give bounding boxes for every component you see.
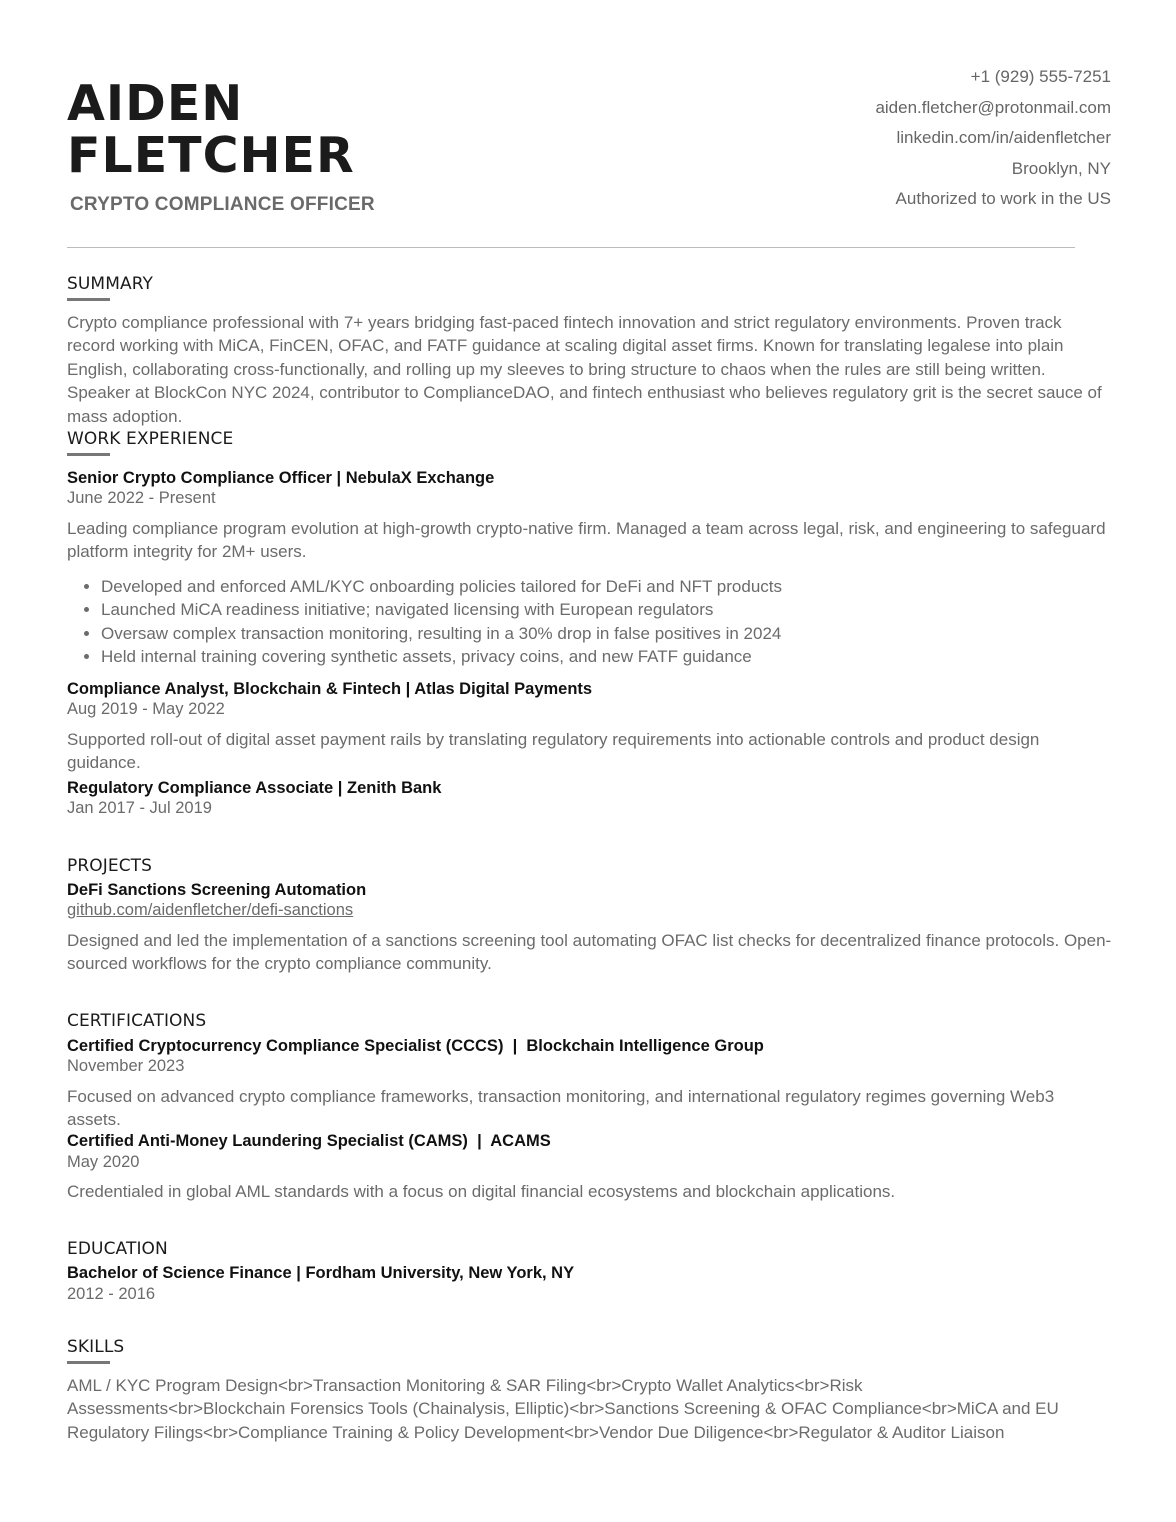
project-link[interactable]: github.com/aidenfletcher/defi-sanctions (67, 901, 354, 919)
summary-heading: SUMMARY (67, 274, 154, 294)
contact-work-authorization: Authorized to work in the US (895, 189, 1111, 208)
summary-heading-underline (67, 298, 110, 301)
job-role: Senior Crypto Compliance Officer | NebulaX Exchange (67, 469, 495, 487)
certification-date: May 2020 (67, 1153, 140, 1171)
education-degree: Bachelor of Science Finance | Fordham University, New York, NY (67, 1264, 575, 1282)
certification-description: Credentialed in global AML standards with a focus on digital financial ecosystems and blockchain applications. (67, 1182, 896, 1201)
contact-location: Brooklyn, NY (1011, 158, 1111, 178)
certification-description: Focused on advanced crypto compliance frameworks, transaction monitoring, and international regulatory regimes governing Web3 assets. (67, 1087, 1055, 1130)
contact-info (875, 66, 1111, 219)
projects-heading: PROJECTS (67, 856, 153, 876)
job-description: Supported roll-out of digital asset payment rails by translating regulatory requirements into actionable controls and product design guidance. (67, 730, 1040, 773)
experience-heading-underline (67, 453, 110, 456)
list-item: • Launched MiCA readiness initiative; navigated licensing with European regulators (101, 598, 782, 621)
list-item: • Held internal training covering synthetic assets, privacy coins, and new FATF guidance (101, 645, 782, 668)
resume-header (67, 66, 1111, 226)
last-name: FLETCHER (67, 127, 355, 184)
job-dates: Aug 2019 - May 2022 (67, 700, 225, 718)
skills-heading: SKILLS (67, 1337, 125, 1357)
certifications-heading: CERTIFICATIONS (67, 1011, 207, 1031)
skills-text: AML / KYC Program Design<br>Transaction Monitoring & SAR Filing<br>Crypto Wallet Analytics<br>Risk Assessments<br>Blockchain Forensics Tools (Chainalysis, Elliptic)<br>Sanctions Screening & OFAC Compliance<br>MiCA and EU Regulatory Filings<br>Compliance Training & Policy Development<br>Vendor Due Diligence<br>Regulator & Auditor Liaison (67, 1376, 1059, 1442)
job-dates: Jan 2017 - Jul 2019 (67, 799, 212, 817)
project-description: Designed and led the implementation of a sanctions screening tool automating OFAC list checks for decentralized finance protocols. Open-sourced workflows for the crypto compliance community. (67, 931, 1112, 974)
contact-linkedin: linkedin.com/in/aidenfletcher (896, 128, 1111, 147)
experience-heading: WORK EXPERIENCE (67, 429, 234, 449)
certification-title: Certified Anti-Money Laundering Specialist (CAMS) | ACAMS (67, 1132, 551, 1150)
skills-heading-underline (67, 1361, 110, 1364)
list-item: • Developed and enforced AML/KYC onboarding policies tailored for DeFi and NFT products (101, 575, 782, 598)
job-dates: June 2022 - Present (67, 489, 216, 507)
project-title: DeFi Sanctions Screening Automation (67, 881, 367, 899)
summary-text: Crypto compliance professional with 7+ years bridging fast-paced fintech innovation and strict regulatory environments. Proven track record working with MiCA, FinCEN, OFAC, and FATF guidance at scaling digital asset firms. Known for translating legalese into plain English, collaborating cross-functionally, and rolling up my sleeves to bring structure to chaos when the rules are still being written. Speaker at BlockCon NYC 2024, contributor to ComplianceDAO, and fintech enthusiast who believes regulatory grit is the secret sauce of mass adoption. (67, 313, 1102, 426)
job-description: Leading compliance program evolution at high-growth crypto-native firm. Managed a team across legal, risk, and engineering to safeguard platform integrity for 2M+ users. (67, 519, 1106, 562)
header-divider (67, 247, 1075, 248)
first-name: AIDEN (67, 75, 244, 132)
certification-date: November 2023 (67, 1057, 185, 1075)
contact-email: aiden.fletcher@protonmail.com (875, 97, 1111, 117)
list-item: • Oversaw complex transaction monitoring, resulting in a 30% drop in false positives in 2024 (101, 622, 782, 645)
job-title: CRYPTO COMPLIANCE OFFICER (70, 194, 375, 215)
job-role: Regulatory Compliance Associate | Zenith Bank (67, 779, 442, 797)
candidate-name (67, 75, 355, 184)
contact-phone: +1 (929) 555-7251 (970, 67, 1111, 86)
job-role: Compliance Analyst, Blockchain & Fintech | Atlas Digital Payments (67, 680, 593, 698)
education-years: 2012 - 2016 (67, 1285, 156, 1303)
certification-title: Certified Cryptocurrency Compliance Specialist (CCCS) | Blockchain Intelligence Group (67, 1037, 764, 1055)
job-bullet-list (67, 575, 782, 668)
education-heading: EDUCATION (67, 1239, 168, 1259)
